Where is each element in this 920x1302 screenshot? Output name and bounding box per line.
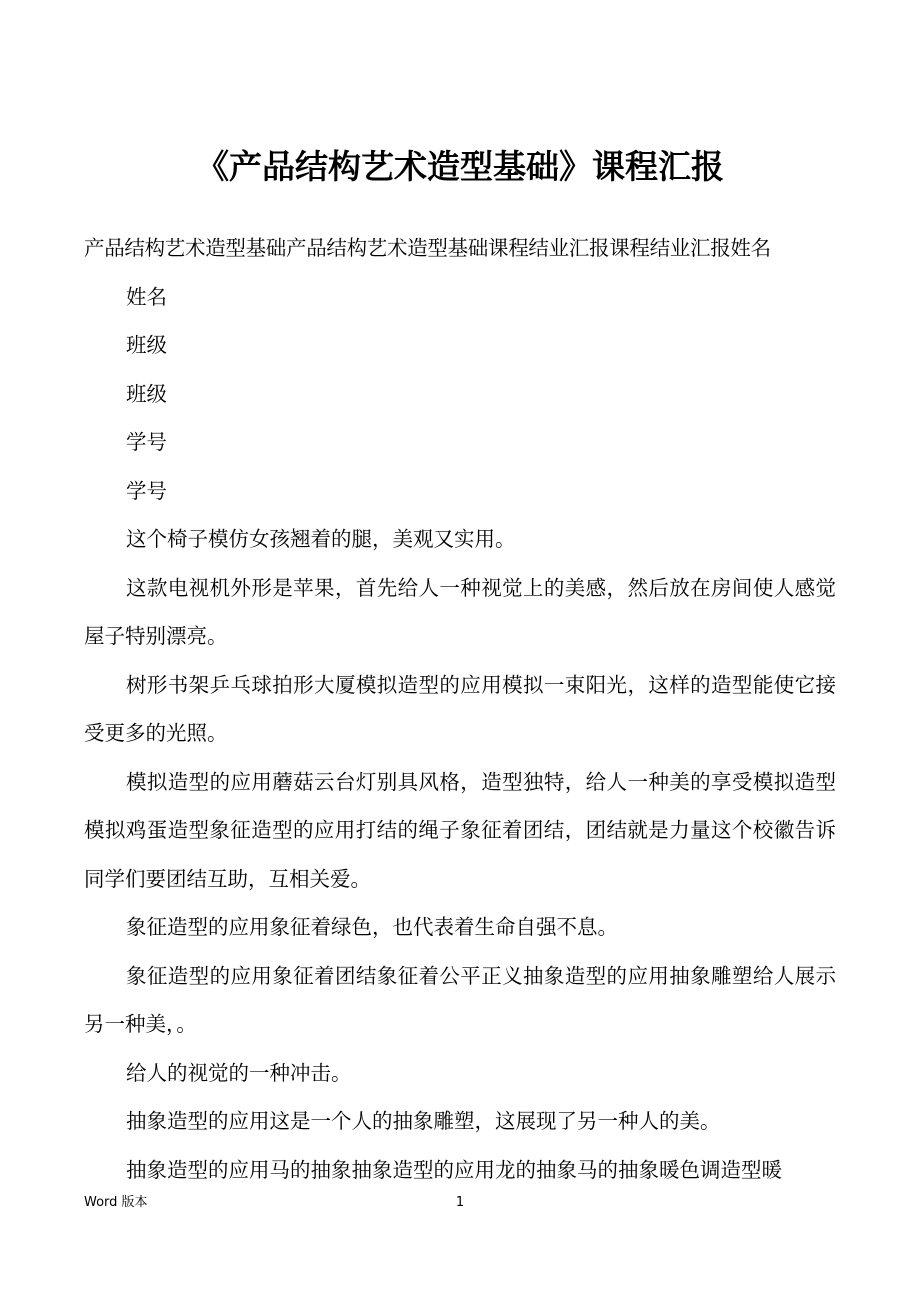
paragraph-abstract-sculpture: 抽象造型的应用这是一个人的抽象雕塑，这展现了另一种人的美。 <box>126 1109 721 1133</box>
paragraph-visual-impact: 给人的视觉的一种冲击。 <box>126 1060 352 1085</box>
paragraph-intro: 产品结构艺术造型基础产品结构艺术造型基础课程结业汇报课程结业汇报姓名 <box>84 236 771 260</box>
paragraph-student-id-label-repeat: 学号 <box>126 478 167 503</box>
footer-page-number: 1 <box>455 1195 465 1210</box>
paragraph-chair: 这个椅子模仿女孩翘着的腿，美观又实用。 <box>126 527 516 551</box>
paragraph-class-label-repeat: 班级 <box>126 381 167 406</box>
paragraph-tv: 这款电视机外形是苹果，首先给人一种视觉上的美感，然后放在房间使人感觉屋子特别漂亮。 <box>84 575 836 648</box>
paragraph-unity-justice: 象征造型的应用象征着团结象征着公平正义抽象造型的应用抽象雕塑给人展示另一种美，。 <box>84 963 836 1036</box>
footer-word-version: Word 版本 <box>84 1195 148 1210</box>
paragraph-green-symbol: 象征造型的应用象征着绿色，也代表着生命自强不息。 <box>126 915 618 939</box>
paragraph-name-label: 姓名 <box>126 284 167 309</box>
paragraph-mushroom-lamp: 模拟造型的应用蘑菇云台灯别具风格，造型独特，给人一种美的享受模拟造型模拟鸡蛋造型象征造型的应用打结的绳子象征着团结，团结就是力量这个校徽告诉同学们要团结互助，互相关爱。 <box>84 769 836 891</box>
paragraph-abstract-horse-dragon: 抽象造型的应用马的抽象抽象造型的应用龙的抽象马的抽象暖色调造型暖 <box>126 1157 782 1182</box>
document-body <box>84 224 836 1194</box>
paragraph-class-label: 班级 <box>126 333 167 357</box>
document-title: 《产品结构艺术造型基础》课程汇报 <box>196 147 724 186</box>
paragraph-bookshelf: 树形书架乒乓球拍形大厦模拟造型的应用模拟一束阳光，这样的造型能使它接受更多的光照。 <box>84 672 836 745</box>
paragraph-student-id-label: 学号 <box>126 430 167 454</box>
